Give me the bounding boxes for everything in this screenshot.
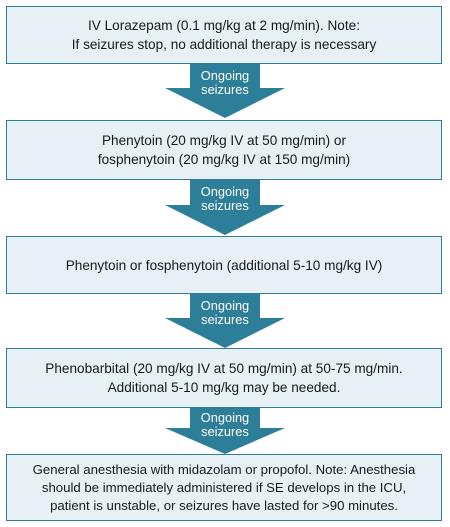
step-1-line-1: IV Lorazepam (0.1 mg/kg at 2 mg/min). Note:: [87, 18, 360, 33]
step-2-box: [6, 120, 442, 180]
step-3-line-1: Phenytoin or fosphenytoin (additional 5-10 mg/kg IV): [65, 257, 383, 273]
arrow-1-line-2: seizures: [201, 82, 249, 97]
arrow-2: [0, 180, 450, 235]
step-3-box: [6, 236, 442, 294]
step-4-line-2: Additional 5-10 mg/kg may be needed.: [107, 380, 341, 395]
arrow-2-line-2: seizures: [201, 198, 249, 213]
step-5-box: [6, 454, 442, 521]
arrow-1: [0, 64, 450, 118]
step-1-text: [72, 16, 377, 54]
step-4-line-1: Phenobarbital (20 mg/kg IV at 50 mg/min) at 50-75 mg/min.: [45, 361, 403, 376]
arrow-4-line-1: Ongoing: [200, 410, 250, 425]
step-2-line-1: Phenytoin (20 mg/kg IV at 50 mg/min) or: [101, 133, 347, 148]
step-2-text: [98, 131, 350, 169]
step-4-text: [45, 359, 402, 397]
step-5-line-2: should be immediately administered if SE develops in the ICU,: [41, 479, 407, 495]
arrow-3-line-2: seizures: [201, 312, 249, 327]
step-4-box: [6, 348, 442, 408]
step-5-line-1: General anesthesia with midazolam or propofol. Note: Anesthesia: [32, 461, 416, 477]
step-5-text: [33, 461, 416, 515]
step-2-line-2: fosphenytoin (20 mg/kg IV at 150 mg/min): [97, 152, 351, 167]
arrow-4-label: [170, 411, 280, 439]
arrow-4-line-2: seizures: [201, 424, 249, 439]
arrow-1-label: [170, 69, 280, 97]
arrow-1-line-1: Ongoing: [200, 68, 250, 83]
step-1-box: [6, 6, 442, 64]
arrow-3: [0, 294, 450, 348]
step-1-line-2: If seizures stop, no additional therapy is necessary: [71, 37, 377, 52]
arrow-3-label: [170, 299, 280, 327]
arrow-2-line-1: Ongoing: [200, 184, 250, 199]
step-3-text: [66, 256, 383, 275]
arrow-2-label: [170, 185, 280, 213]
arrow-4: [0, 408, 450, 454]
step-5-line-3: patient is unstable, or seizures have lasted for >90 minutes.: [50, 497, 398, 513]
arrow-3-line-1: Ongoing: [200, 298, 250, 313]
